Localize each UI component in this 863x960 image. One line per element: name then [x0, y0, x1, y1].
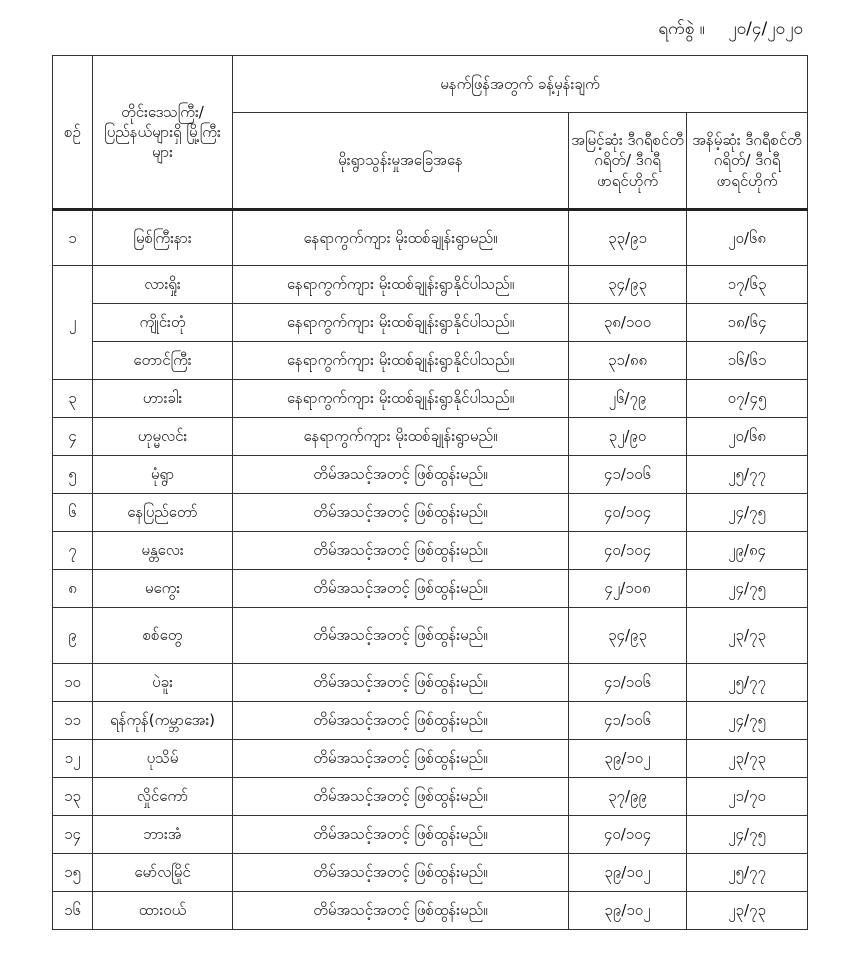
min-temperature: ၂၅/၇၇ [687, 456, 808, 494]
rain-condition: နေရာကွက်ကျား မိုးထစ်ချုန်းရွာနိုင်ပါသည်။ [233, 380, 569, 418]
min-temperature: ၂၄/၇၅ [687, 702, 808, 740]
rain-condition: နေရာကွက်ကျား မိုးထစ်ချုန်းရွာနိုင်ပါသည်။ [233, 342, 569, 380]
table-row [53, 266, 808, 304]
document-date [640, 18, 803, 43]
max-temperature: ၃၉/၁၀၂ [569, 892, 687, 930]
max-temperature: ၃၃/၉၁ [569, 210, 687, 266]
rain-condition: နေရာကွက်ကျား မိုးထစ်ချုန်းရွာမည်။ [233, 210, 569, 266]
header-region: တိုင်းဒေသကြီး/ ပြည်နယ်များရှိ မြို့ကြီးများ [93, 56, 233, 210]
min-temperature: ၂၅/၇၇ [687, 854, 808, 892]
row-number: ၅ [53, 456, 93, 494]
table-row [53, 570, 808, 608]
row-number: ၁၄ [53, 816, 93, 854]
rain-condition: တိမ်အသင့်အတင့် ဖြစ်ထွန်းမည်။ [233, 456, 569, 494]
max-temperature: ၂၆/၇၉ [569, 380, 687, 418]
city-name: တောင်ကြီး [93, 342, 233, 380]
min-temperature: ၁၆/၆၁ [687, 342, 808, 380]
header-min-temp: အနိမ့်ဆုံး ဒီဂရီစင်တီဂရိတ်/ ဒီဂရီဖာရင်ဟိုက် [687, 113, 808, 210]
min-temperature: ၂၃/၇၃ [687, 740, 808, 778]
min-temperature: ၂၅/၇၇ [687, 664, 808, 702]
city-name: ကျိုင်းတုံ [93, 304, 233, 342]
rain-condition: တိမ်အသင့်အတင့် ဖြစ်ထွန်းမည်။ [233, 892, 569, 930]
rain-condition: တိမ်အသင့်အတင့် ဖြစ်ထွန်းမည်။ [233, 702, 569, 740]
max-temperature: ၄၁/၁၀၆ [569, 702, 687, 740]
max-temperature: ၃၈/၁၀၀ [569, 304, 687, 342]
row-number: ၉ [53, 608, 93, 664]
table-row [53, 210, 808, 266]
max-temperature: ၃၄/၉၃ [569, 266, 687, 304]
city-name: နေပြည်တော် [93, 494, 233, 532]
rain-condition: တိမ်အသင့်အတင့် ဖြစ်ထွန်းမည်။ [233, 608, 569, 664]
min-temperature: ၁၈/၆၄ [687, 304, 808, 342]
rain-condition: တိမ်အသင့်အတင့် ဖြစ်ထွန်းမည်။ [233, 570, 569, 608]
table-row [53, 456, 808, 494]
table-row [53, 816, 808, 854]
city-name: ရန်ကုန်(ကမ္ဘာအေး) [93, 702, 233, 740]
date-value: ၂၀/၄/၂၀၂၀ [728, 19, 803, 39]
min-temperature: ၂၉/၈၄ [687, 532, 808, 570]
city-name: လားရှိုး [93, 266, 233, 304]
max-temperature: ၃၁/၈၈ [569, 342, 687, 380]
rain-condition: တိမ်အသင့်အတင့် ဖြစ်ထွန်းမည်။ [233, 532, 569, 570]
city-name: မော်လမြိုင် [93, 854, 233, 892]
row-number: ၃ [53, 380, 93, 418]
row-number: ၂ [53, 266, 93, 380]
max-temperature: ၄၂/၁၀၈ [569, 570, 687, 608]
min-temperature: ၂၄/၇၅ [687, 494, 808, 532]
max-temperature: ၄၁/၁၀၆ [569, 456, 687, 494]
table-row [53, 342, 808, 380]
rain-condition: တိမ်အသင့်အတင့် ဖြစ်ထွန်းမည်။ [233, 664, 569, 702]
table-row [53, 702, 808, 740]
min-temperature: ၂၀/၆၈ [687, 418, 808, 456]
max-temperature: ၄၀/၁၀၄ [569, 532, 687, 570]
row-number: ၁၆ [53, 892, 93, 930]
header-max-temp: အမြင့်ဆုံး ဒီဂရီစင်တီဂရိတ်/ ဒီဂရီဖာရင်ဟိုက် [569, 113, 687, 210]
table-row [53, 304, 808, 342]
table-row [53, 380, 808, 418]
city-name: မုံရွာ [93, 456, 233, 494]
rain-condition: တိမ်အသင့်အတင့် ဖြစ်ထွန်းမည်။ [233, 778, 569, 816]
max-temperature: ၃၉/၁၀၂ [569, 854, 687, 892]
min-temperature: ၂၃/၇၃ [687, 892, 808, 930]
rain-condition: တိမ်အသင့်အတင့် ဖြစ်ထွန်းမည်။ [233, 740, 569, 778]
min-temperature: ၂၃/၇၃ [687, 608, 808, 664]
rain-condition: နေရာကွက်ကျား မိုးထစ်ချုန်းရွာနိုင်ပါသည်။ [233, 266, 569, 304]
city-name: ဟားခါး [93, 380, 233, 418]
city-name: ပုသိမ် [93, 740, 233, 778]
weather-forecast-table [52, 55, 808, 930]
max-temperature: ၄၀/၁၀၄ [569, 494, 687, 532]
table-row [53, 418, 808, 456]
row-number: ၆ [53, 494, 93, 532]
rain-condition: တိမ်အသင့်အတင့် ဖြစ်ထွန်းမည်။ [233, 816, 569, 854]
city-name: စစ်တွေ [93, 608, 233, 664]
table-row [53, 778, 808, 816]
rain-condition: တိမ်အသင့်အတင့် ဖြစ်ထွန်းမည်။ [233, 854, 569, 892]
row-number: ၁ [53, 210, 93, 266]
max-temperature: ၄၁/၁၀၆ [569, 664, 687, 702]
table-row [53, 532, 808, 570]
date-label: ရက်စွဲ ။ [658, 19, 705, 39]
row-number: ၁၃ [53, 778, 93, 816]
header-forecast-group: မနက်ဖြန်အတွက် ခန့်မှန်းချက် [233, 56, 808, 113]
city-name: ထားဝယ် [93, 892, 233, 930]
max-temperature: ၄၀/၁၀၄ [569, 816, 687, 854]
row-number: ၁၁ [53, 702, 93, 740]
table-row [53, 494, 808, 532]
max-temperature: ၃၂/၉၀ [569, 418, 687, 456]
row-number: ၁၅ [53, 854, 93, 892]
city-name: မကွေး [93, 570, 233, 608]
min-temperature: ၂၄/၇၅ [687, 816, 808, 854]
min-temperature: ၀၇/၄၅ [687, 380, 808, 418]
max-temperature: ၃၇/၉၉ [569, 778, 687, 816]
city-name: လှိုင်ကော် [93, 778, 233, 816]
city-name: ပဲခူး [93, 664, 233, 702]
table-row [53, 892, 808, 930]
row-number: ၈ [53, 570, 93, 608]
row-number: ၁၂ [53, 740, 93, 778]
table-row [53, 740, 808, 778]
city-name: မြစ်ကြီးနား [93, 210, 233, 266]
min-temperature: ၂၄/၇၅ [687, 570, 808, 608]
max-temperature: ၃၉/၁၀၂ [569, 740, 687, 778]
row-number: ၄ [53, 418, 93, 456]
max-temperature: ၃၄/၉၃ [569, 608, 687, 664]
table-row [53, 664, 808, 702]
table-row [53, 608, 808, 664]
table-row [53, 854, 808, 892]
row-number: ၇ [53, 532, 93, 570]
city-name: မန္တလေး [93, 532, 233, 570]
city-name: ဟုမ္မလင်း [93, 418, 233, 456]
min-temperature: ၂၀/၆၈ [687, 210, 808, 266]
row-number: ၁၀ [53, 664, 93, 702]
header-condition: မိုးရွာသွန်းမှုအခြေအနေ [233, 113, 569, 210]
min-temperature: ၂၁/၇၀ [687, 778, 808, 816]
rain-condition: နေရာကွက်ကျား မိုးထစ်ချုန်းရွာမည်။ [233, 418, 569, 456]
header-no: စဉ် [53, 56, 93, 210]
rain-condition: နေရာကွက်ကျား မိုးထစ်ချုန်းရွာနိုင်ပါသည်။ [233, 304, 569, 342]
city-name: ဘားအံ [93, 816, 233, 854]
table-body [53, 210, 808, 930]
min-temperature: ၁၇/၆၃ [687, 266, 808, 304]
rain-condition: တိမ်အသင့်အတင့် ဖြစ်ထွန်းမည်။ [233, 494, 569, 532]
